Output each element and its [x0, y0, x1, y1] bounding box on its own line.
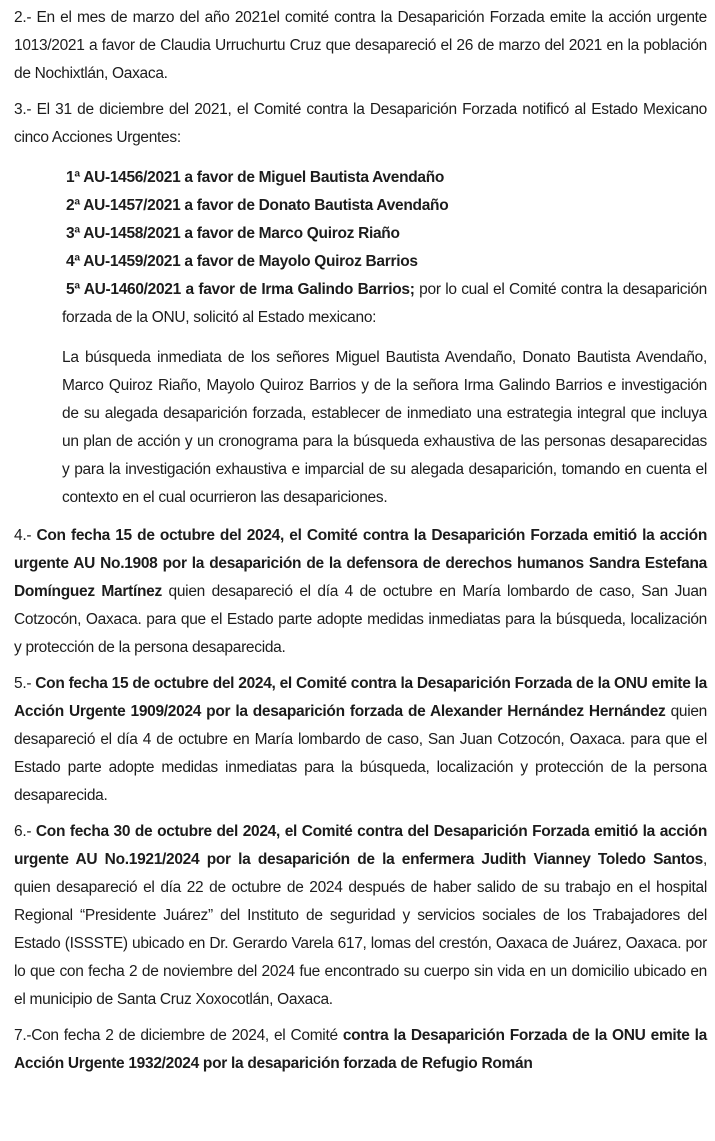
urgent-action-item-5: [14, 276, 707, 332]
paragraph-2-urgent-action-1013-2021: [14, 4, 707, 88]
text-run: 6.-: [14, 823, 36, 840]
urgent-action-item-1: [14, 164, 707, 192]
text-run: La búsqueda inmediata de los señores Miguel Bautista Avendaño, Donato Bautista Avendaño, Marco Quiroz Riaño, Mayolo Quiroz Barrios y de la señora Irma Galindo Barrios e investigación de su alegada desaparición forzada, establecer de inmediato una estrategia integral que incluya un plan de acción y un cronograma para la búsqueda exhaustiva de las personas desaparecidas y para la investigación exhaustiva e imparcial de su alegada desaparición, tomando en cuenta el contexto en el cual ocurrieron las desapariciones.: [62, 349, 707, 506]
text-run: por lo cual el Comité contra la desaparición forzada de la ONU, solicitó al Estado mexicano:: [62, 281, 708, 326]
paragraph-5-urgent-action-1909-2024: [14, 670, 707, 810]
text-run: Con fecha 30 de octubre del 2024, el Comité contra del Desaparición Forzada emitió la acción urgente AU No.1921/2024 por la desaparición de la enfermera Judith Vianney Toledo Santos: [14, 823, 708, 868]
paragraph-6-urgent-action-1921-2024: [14, 818, 707, 1014]
text-run: 5.-: [14, 675, 36, 692]
paragraph-3-five-urgent-actions-notice: [14, 96, 707, 152]
text-run: 2.- En el mes de marzo del año 2021el comité contra la Desaparición Forzada emite la acción urgente 1013/2021 a favor de Claudia Urruchurtu Cruz que desapareció el 26 de marzo del 2021 en la población de Nochixtlán, Oaxaca.: [14, 9, 707, 82]
urgent-action-item-4: [14, 248, 707, 276]
text-run: 5ª AU-1460/2021 a favor de Irma Galindo Barrios;: [66, 281, 415, 298]
paragraph-4-urgent-action-1908: [14, 522, 707, 662]
paragraph-7-urgent-action-1932-2024: [14, 1022, 707, 1078]
text-run: 4ª AU-1459/2021 a favor de Mayolo Quiroz Barrios: [66, 253, 418, 270]
text-run: quien desapareció el día 4 de octubre en María lombardo de caso, San Juan Cotzocón, Oaxaca. para que el Estado parte adopte medidas inmediatas para la búsqueda, localización y protección de la persona desaparecida.: [14, 703, 707, 804]
text-run: quien desapareció el día 4 de octubre en María lombardo de caso, San Juan Cotzocón, Oaxaca. para que el Estado parte adopte medidas inmediatas para la búsqueda, localización y protección de la persona desaparecida.: [14, 583, 708, 656]
text-run: 1ª AU-1456/2021 a favor de Miguel Bautista Avendaño: [66, 169, 445, 186]
urgent-action-item-2: [14, 192, 707, 220]
text-run: Con fecha 15 de octubre del 2024, el Comité contra la Desaparición Forzada emitió la acción urgente AU No.1908 por la desaparición de la defensora de derechos humanos Sandra Estefana Domínguez Martínez: [14, 527, 707, 600]
text-run: 2ª AU-1457/2021 a favor de Donato Bautista Avendaño: [66, 197, 449, 214]
text-run: 3ª AU-1458/2021 a favor de Marco Quiroz Riaño: [66, 225, 400, 242]
urgent-action-item-3: [14, 220, 707, 248]
text-run: 7.-Con fecha 2 de diciembre de 2024, el Comité: [14, 1027, 343, 1044]
text-run: , quien desapareció el día 22 de octubre de 2024 después de haber salido de su trabajo en el hospital Regional “Presidente Juárez” del Instituto de seguridad y servicios sociales de los Trabajadores del Estado (ISSSTE) ubicado en Dr. Gerardo Varela 617, lomas del crestón, Oaxaca de Juárez, Oaxaca. por lo que con fecha 2 de noviembre del 2024 fue encontrado su cuerpo sin vida en un domicilio ubicado en el municipio de Santa Cruz Xoxocotlán, Oaxaca.: [14, 851, 707, 1008]
committee-request-blockquote: [14, 344, 707, 512]
text-run: Con fecha 15 de octubre del 2024, el Comité contra la Desaparición Forzada de la ONU emite la Acción Urgente 1909/2024 por la desaparición forzada de Alexander Hernández Hernández: [14, 675, 707, 720]
urgent-actions-list: [14, 164, 707, 332]
text-run: contra la Desaparición Forzada de la ONU emite la Acción Urgente 1932/2024 por la desaparición forzada de Refugio Román: [14, 1027, 708, 1072]
text-run: 4.-: [14, 527, 37, 544]
text-run: 3.- El 31 de diciembre del 2021, el Comité contra la Desaparición Forzada notificó al Estado Mexicano cinco Acciones Urgentes:: [14, 101, 707, 146]
